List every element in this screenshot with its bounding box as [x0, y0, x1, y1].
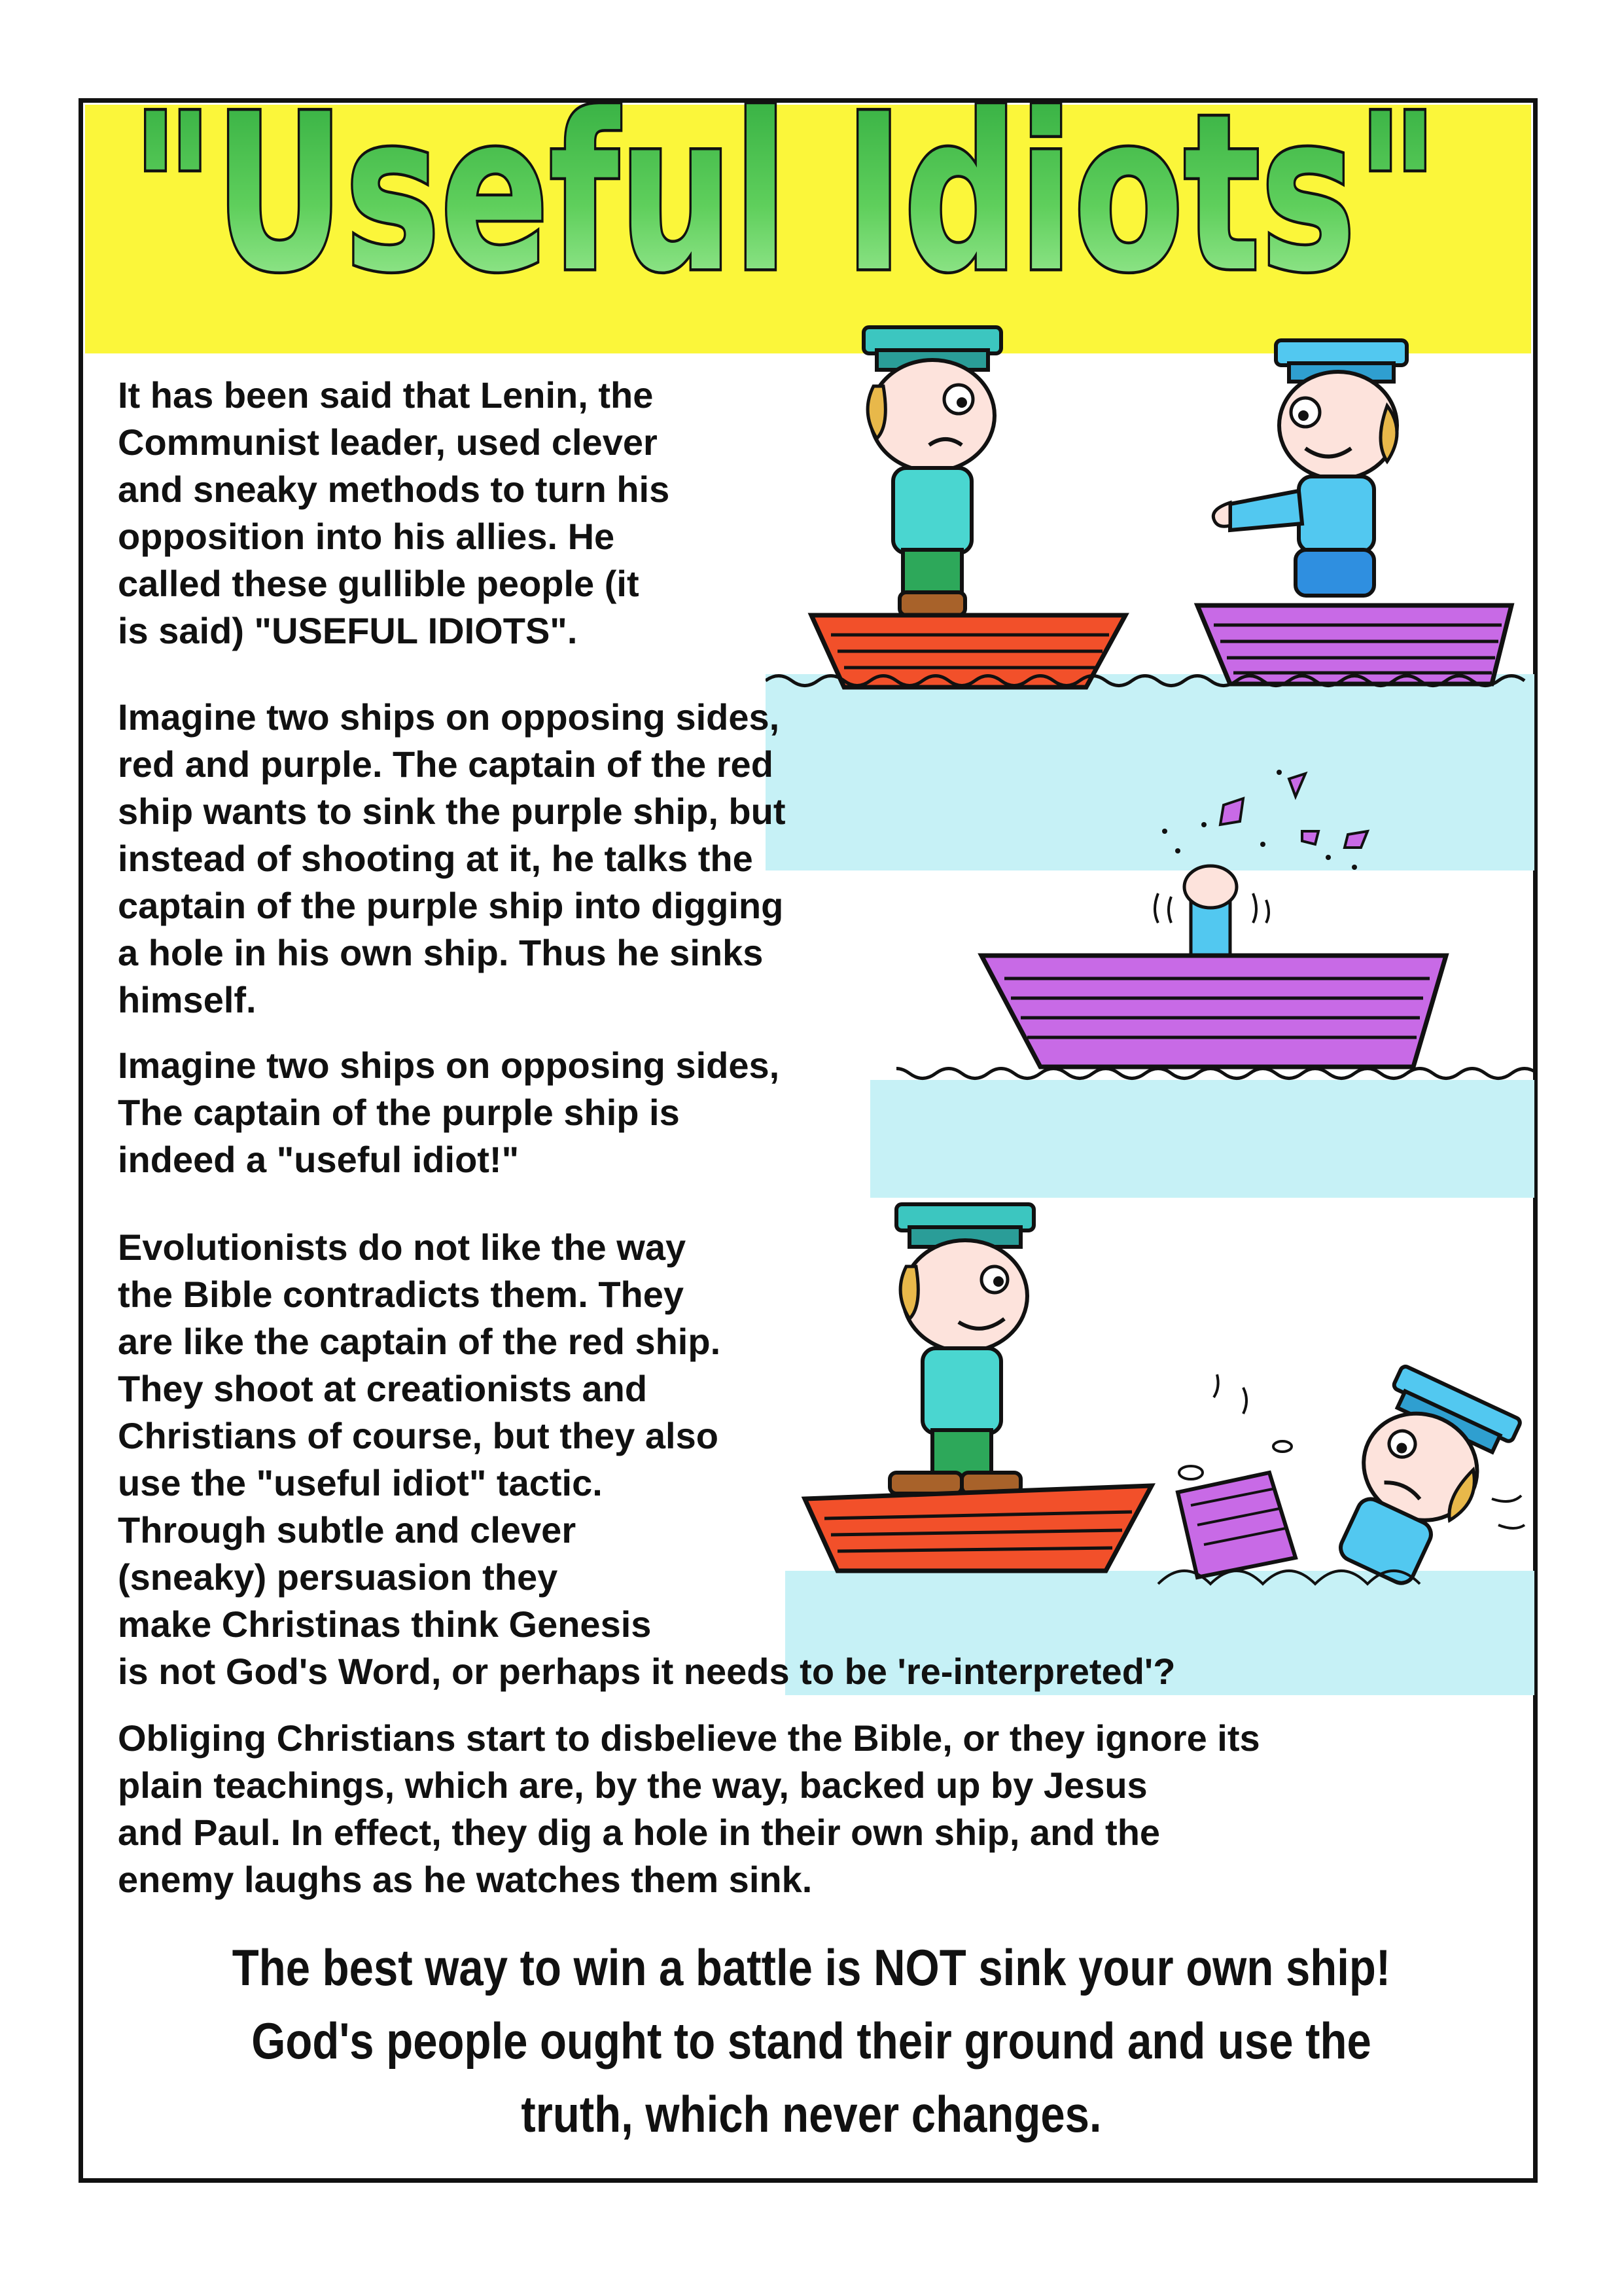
- wave-line: [766, 668, 1538, 694]
- red-ship-captain-icon: [798, 314, 1139, 694]
- ships-paragraph: Imagine two ships on opposing sides, red and purple. The captain of the red ship wants to sink the purple ship, but instead of shooting at it, he talks the captain of the purple ship into digging a hole in his own ship. Thus he sinks himself.: [118, 696, 786, 1020]
- closing-statement: The best way to win a battle is NOT sink your own ship! God's people ought to stand their ground and use the truth, which never changes.: [232, 1939, 1391, 2143]
- obliging-christians-paragraph: Obliging Christians start to disbelieve the Bible, or they ignore its plain teachings, which are, by the way, backed up by Jesus and Paul. In effect, they dig a hole in their own ship, and the enemy laughs as he watches them sink.: [118, 1717, 1260, 1900]
- intro-paragraph: It has been said that Lenin, the Communist leader, used clever and sneaky methods to turn his opposition into his allies. He called these gullible people (it is said) "USEFUL IDIOTS".: [118, 374, 670, 651]
- page-title: [65, 33, 1505, 340]
- purple-ship-captain-icon: [1191, 334, 1531, 694]
- useful-idiot-paragraph: Imagine two ships on opposing sides, The captain of the purple ship is indeed a "useful idiot!": [118, 1045, 780, 1180]
- sinking-purple-ship-icon: [896, 759, 1538, 1100]
- red-ship-captain-icon: [798, 1198, 1165, 1577]
- evolutionists-paragraph: Evolutionists do not like the way the Bible contradicts them. They are like the captain of the red ship. They shoot at creationists and Christians of course, but they also use the "useful idiot" tactic. Through subtle and clever (sneaky) persuasion they make Christinas think Genesis is not God's Word, or perhaps it needs to be 're-interpreted'?: [118, 1227, 1176, 1692]
- title-text: "Useful Idiots": [131, 68, 1439, 319]
- capsizing-captain-icon: [1152, 1361, 1544, 1610]
